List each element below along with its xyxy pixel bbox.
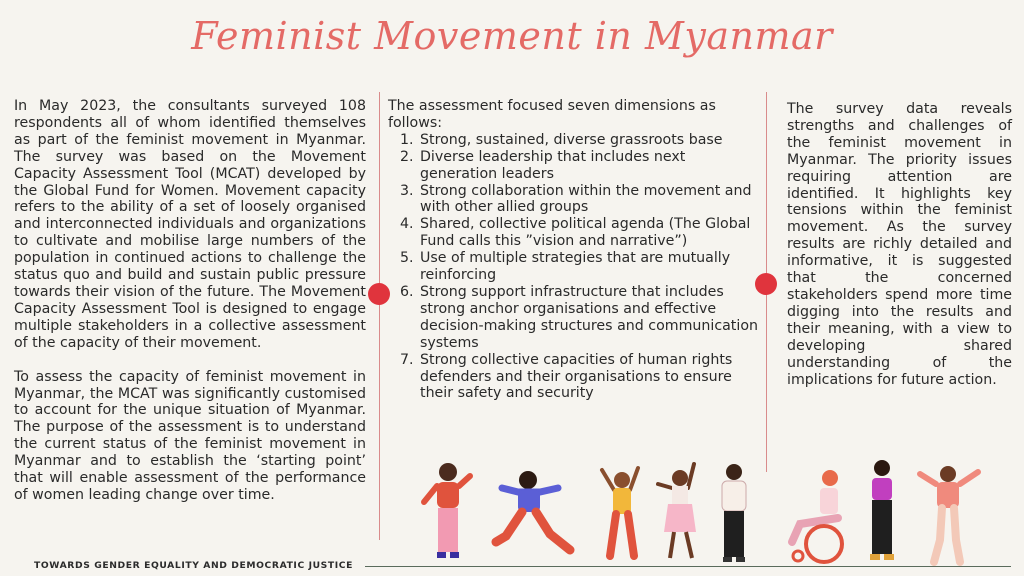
list-item: 4. Shared, collective political agenda (The Global Fund calls this ”vision and narrative”) [418, 216, 766, 250]
list-item: 2. Diverse leadership that includes next generation leaders [418, 149, 766, 183]
dimensions-list [388, 132, 766, 403]
list-item: 3. Strong collaboration within the movement and with other allied groups [418, 183, 766, 217]
wheelchair-woman-icon [792, 470, 842, 562]
assessment-paragraph: To assess the capacity of feminist movement in Myanmar, the MCAT was significantly customised to account for the unique situation of Myanmar. The purpose of the assessment is to understand the current status of the feminist movement in Myanmar and to establish the ‘starting point’ that will enable assessment of the performance of women leading change over time. [14, 368, 366, 503]
column-right [787, 101, 1012, 388]
joyful-woman-icon [920, 466, 978, 562]
divider-dot-left [368, 283, 390, 305]
column-middle [388, 98, 766, 402]
divider-left [379, 92, 380, 540]
list-item: 1. Strong, sustained, diverse grassroots base [418, 132, 766, 149]
survey-summary: The survey data reveals strengths and challenges of the feminist movement in Myanmar. The priority issues requiring attention are identified. It highlights key tensions within the feminist movement. As the survey results are richly detailed and informative, it is suggested that the concerned stakeholders spend more time digging into the results and their meaning, with a view to developing shared understanding of the implications for future action. [787, 101, 1012, 388]
dimensions-intro: The assessment focused seven dimensions as follows: [388, 98, 716, 131]
diverse-women-illustration [400, 458, 1000, 570]
woman-figure-icon [424, 463, 470, 558]
list-item: 5. Use of multiple strategies that are mutually reinforcing [418, 250, 766, 284]
jumping-woman-icon [496, 471, 570, 550]
footer-tagline: TOWARDS GENDER EQUALITY AND DEMOCRATIC JUSTICE [34, 560, 353, 571]
ground-line [365, 566, 1011, 567]
standing-woman-icon [722, 464, 746, 562]
cheering-woman-icon [602, 468, 638, 556]
dancing-woman-icon [658, 464, 696, 558]
list-item: 6. Strong support infrastructure that includes strong anchor organisations and effective decision-making structures and communication systems [418, 284, 766, 352]
column-left [14, 98, 366, 521]
intro-paragraph: In May 2023, the consultants surveyed 108 respondents all of whom identified themselves as part of the feminist movement in Myanmar. The survey was based on the Movement Capacity Assessment Tool (MCAT) developed by the Global Fund for Women. Movement capacity refers to the ability of a set of loosely organised and interconnected individuals and organizations to cultivate and mobilise large numbers of the population in continued actions to challenge the status quo and build and sustain public pressure towards their vision of the future. The Movement Capacity Assessment Tool is designed to engage multiple stakeholders in a collective assessment of the capacity of their movement. [14, 98, 366, 351]
smiling-woman-icon [870, 460, 894, 560]
list-item: 7. Strong collective capacities of human rights defenders and their organisations to ensure their safety and security [418, 352, 766, 403]
page-title: Feminist Movement in Myanmar [191, 14, 833, 58]
divider-dot-right [755, 273, 777, 295]
